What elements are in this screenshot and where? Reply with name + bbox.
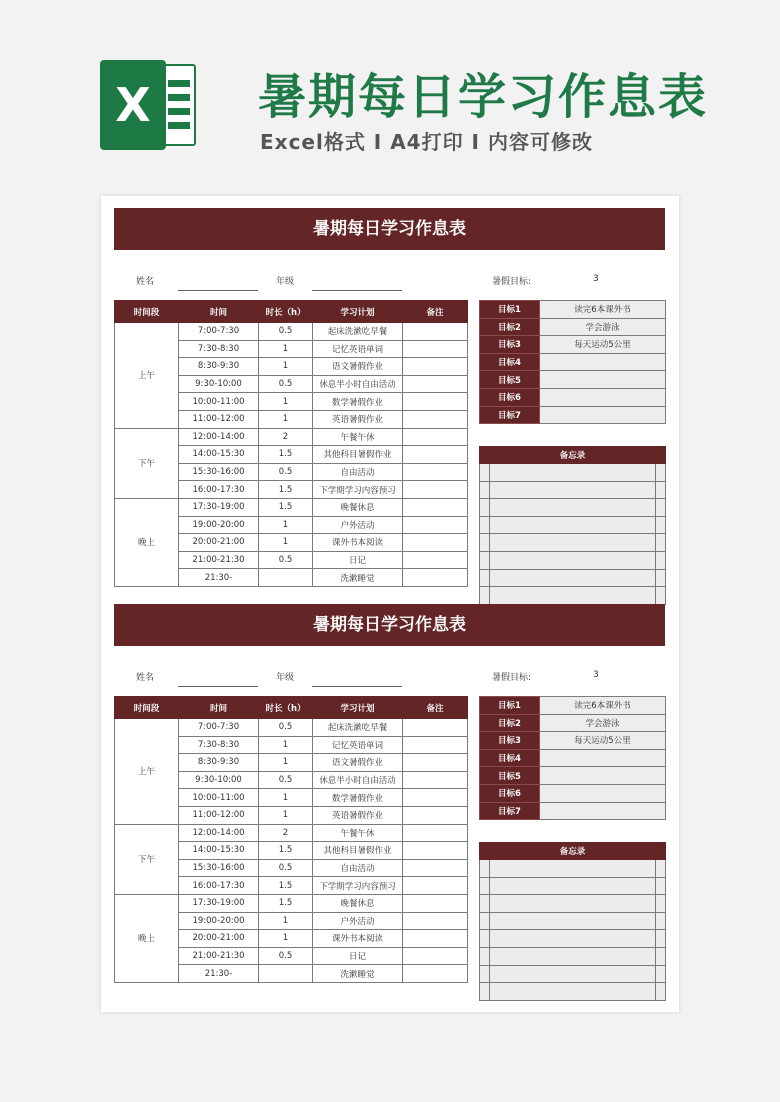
goal-value-cell[interactable]: 学会游泳 bbox=[540, 714, 666, 732]
memo-cell[interactable] bbox=[656, 481, 666, 499]
goal-label: 暑假目标: bbox=[492, 277, 532, 287]
banner-subtitle: Excel格式 I A4打印 I 内容可修改 bbox=[260, 130, 593, 154]
goal-label-cell: 目标7 bbox=[480, 802, 540, 820]
memo-cell[interactable] bbox=[656, 499, 666, 517]
goal-row bbox=[480, 749, 666, 767]
memo-row bbox=[480, 534, 666, 552]
time-cell[interactable]: 10:00-11:00 bbox=[179, 789, 259, 807]
plan-cell[interactable]: 晚餐休息 bbox=[313, 498, 403, 516]
note-cell[interactable] bbox=[403, 930, 468, 948]
memo-cell[interactable] bbox=[480, 983, 490, 1001]
note-cell[interactable] bbox=[403, 789, 468, 807]
col-header: 时长（h） bbox=[259, 697, 313, 719]
memo-cell[interactable] bbox=[480, 860, 490, 878]
plan-cell[interactable]: 英语暑假作业 bbox=[313, 410, 403, 428]
time-cell[interactable]: 17:30-19:00 bbox=[179, 498, 259, 516]
note-cell[interactable] bbox=[403, 393, 468, 411]
duration-cell[interactable]: 1 bbox=[259, 754, 313, 772]
memo-cell[interactable] bbox=[656, 877, 666, 895]
note-cell[interactable] bbox=[403, 736, 468, 754]
time-cell[interactable]: 15:30-16:00 bbox=[179, 463, 259, 481]
schedule-table bbox=[114, 300, 468, 587]
plan-cell[interactable]: 自由活动 bbox=[313, 859, 403, 877]
note-cell[interactable] bbox=[403, 375, 468, 393]
time-cell[interactable]: 21:30- bbox=[179, 569, 259, 587]
plan-cell[interactable]: 其他科目暑假作业 bbox=[313, 842, 403, 860]
note-cell[interactable] bbox=[403, 965, 468, 983]
plan-cell[interactable]: 课外书本阅读 bbox=[313, 534, 403, 552]
memo-row bbox=[480, 877, 666, 895]
goal-label: 暑假目标: bbox=[492, 673, 532, 683]
note-cell[interactable] bbox=[403, 912, 468, 930]
name-label: 姓名 bbox=[136, 673, 155, 683]
time-cell[interactable]: 19:00-20:00 bbox=[179, 912, 259, 930]
memo-cell[interactable] bbox=[490, 464, 656, 482]
goal-label-cell: 目标4 bbox=[480, 353, 540, 371]
duration-cell[interactable] bbox=[259, 569, 313, 587]
memo-row bbox=[480, 551, 666, 569]
duration-cell[interactable]: 1.5 bbox=[259, 877, 313, 895]
plan-cell[interactable]: 数学暑假作业 bbox=[313, 789, 403, 807]
time-cell[interactable]: 11:00-12:00 bbox=[179, 410, 259, 428]
excel-logo-icon: X bbox=[100, 60, 198, 150]
name-label: 姓名 bbox=[136, 277, 155, 287]
memo-cell[interactable] bbox=[480, 877, 490, 895]
goal-value-cell[interactable] bbox=[540, 749, 666, 767]
plan-cell[interactable]: 洗漱睡觉 bbox=[313, 965, 403, 983]
plan-cell[interactable]: 下学期学习内容预习 bbox=[313, 877, 403, 895]
table-row bbox=[115, 894, 468, 912]
memo-cell[interactable] bbox=[480, 569, 490, 587]
duration-cell[interactable]: 2 bbox=[259, 824, 313, 842]
goal-label-cell: 目标1 bbox=[480, 301, 540, 319]
memo-cell[interactable] bbox=[656, 983, 666, 1001]
time-cell[interactable]: 8:30-9:30 bbox=[179, 358, 259, 376]
col-header: 时间段 bbox=[115, 301, 179, 323]
time-cell[interactable]: 20:00-21:00 bbox=[179, 534, 259, 552]
memo-cell[interactable] bbox=[490, 930, 656, 948]
time-cell[interactable]: 19:00-20:00 bbox=[179, 516, 259, 534]
col-header: 备注 bbox=[403, 301, 468, 323]
time-cell[interactable]: 7:30-8:30 bbox=[179, 736, 259, 754]
memo-row bbox=[480, 895, 666, 913]
goal-value-cell[interactable]: 每天运动5公里 bbox=[540, 732, 666, 750]
memo-table bbox=[479, 842, 666, 1001]
duration-cell[interactable]: 1.5 bbox=[259, 446, 313, 464]
plan-cell[interactable]: 休息半小时自由活动 bbox=[313, 375, 403, 393]
table-row bbox=[115, 498, 468, 516]
memo-cell[interactable] bbox=[490, 499, 656, 517]
banner bbox=[0, 0, 780, 195]
goal-row bbox=[480, 301, 666, 319]
memo-cell[interactable] bbox=[656, 569, 666, 587]
plan-cell[interactable]: 语文暑假作业 bbox=[313, 358, 403, 376]
duration-cell[interactable]: 1 bbox=[259, 912, 313, 930]
memo-row bbox=[480, 569, 666, 587]
memo-cell[interactable] bbox=[480, 912, 490, 930]
goal-row bbox=[480, 802, 666, 820]
table-row bbox=[115, 323, 468, 341]
grade-field[interactable] bbox=[312, 290, 402, 291]
plan-cell[interactable]: 午餐午休 bbox=[313, 824, 403, 842]
duration-cell[interactable]: 1.5 bbox=[259, 498, 313, 516]
schedule-form bbox=[114, 208, 665, 598]
goals-table bbox=[479, 300, 666, 424]
goal-label-cell: 目标5 bbox=[480, 371, 540, 389]
memo-cell[interactable] bbox=[656, 912, 666, 930]
memo-row bbox=[480, 464, 666, 482]
sheet-page bbox=[101, 196, 679, 1012]
duration-cell[interactable]: 1.5 bbox=[259, 842, 313, 860]
duration-cell[interactable]: 1 bbox=[259, 806, 313, 824]
goal-label-cell: 目标2 bbox=[480, 714, 540, 732]
memo-cell[interactable] bbox=[490, 965, 656, 983]
duration-cell[interactable]: 1 bbox=[259, 516, 313, 534]
duration-cell[interactable] bbox=[259, 965, 313, 983]
memo-cell[interactable] bbox=[656, 587, 666, 605]
time-cell[interactable]: 17:30-19:00 bbox=[179, 894, 259, 912]
goal-count[interactable]: 3 bbox=[593, 670, 599, 680]
duration-cell[interactable]: 1 bbox=[259, 736, 313, 754]
duration-cell[interactable]: 0.5 bbox=[259, 719, 313, 737]
goal-value-cell[interactable]: 读完6本课外书 bbox=[540, 301, 666, 319]
goal-label-cell: 目标3 bbox=[480, 336, 540, 354]
goal-row bbox=[480, 784, 666, 802]
duration-cell[interactable]: 2 bbox=[259, 428, 313, 446]
col-header: 时长（h） bbox=[259, 301, 313, 323]
goal-count[interactable]: 3 bbox=[593, 274, 599, 284]
time-cell[interactable]: 8:30-9:30 bbox=[179, 754, 259, 772]
goal-row bbox=[480, 388, 666, 406]
table-row bbox=[115, 824, 468, 842]
memo-title: 备忘录 bbox=[480, 843, 666, 860]
time-cell[interactable]: 9:30-10:00 bbox=[179, 771, 259, 789]
note-cell[interactable] bbox=[403, 859, 468, 877]
memo-cell[interactable] bbox=[490, 947, 656, 965]
duration-cell[interactable]: 0.5 bbox=[259, 859, 313, 877]
plan-cell[interactable]: 日记 bbox=[313, 551, 403, 569]
memo-cell[interactable] bbox=[656, 860, 666, 878]
plan-cell[interactable]: 下学期学习内容预习 bbox=[313, 481, 403, 499]
duration-cell[interactable]: 1.5 bbox=[259, 894, 313, 912]
goal-label-cell: 目标2 bbox=[480, 318, 540, 336]
goal-label-cell: 目标3 bbox=[480, 732, 540, 750]
note-cell[interactable] bbox=[403, 824, 468, 842]
note-cell[interactable] bbox=[403, 947, 468, 965]
col-header: 学习计划 bbox=[313, 697, 403, 719]
memo-cell[interactable] bbox=[490, 983, 656, 1001]
memo-row bbox=[480, 587, 666, 605]
note-cell[interactable] bbox=[403, 358, 468, 376]
goal-label-cell: 目标5 bbox=[480, 767, 540, 785]
memo-cell[interactable] bbox=[480, 965, 490, 983]
time-cell[interactable]: 9:30-10:00 bbox=[179, 375, 259, 393]
duration-cell[interactable]: 1.5 bbox=[259, 481, 313, 499]
plan-cell[interactable]: 户外活动 bbox=[313, 516, 403, 534]
note-cell[interactable] bbox=[403, 754, 468, 772]
time-cell[interactable]: 21:00-21:30 bbox=[179, 947, 259, 965]
note-cell[interactable] bbox=[403, 842, 468, 860]
plan-cell[interactable]: 日记 bbox=[313, 947, 403, 965]
memo-cell[interactable] bbox=[480, 481, 490, 499]
goal-row bbox=[480, 371, 666, 389]
memo-cell[interactable] bbox=[490, 587, 656, 605]
note-cell[interactable] bbox=[403, 428, 468, 446]
grade-field[interactable] bbox=[312, 686, 402, 687]
goal-row bbox=[480, 714, 666, 732]
time-cell[interactable]: 15:30-16:00 bbox=[179, 859, 259, 877]
memo-cell[interactable] bbox=[480, 947, 490, 965]
goal-row bbox=[480, 767, 666, 785]
duration-cell[interactable]: 1 bbox=[259, 358, 313, 376]
grade-label: 年级 bbox=[276, 277, 295, 287]
time-cell[interactable]: 21:00-21:30 bbox=[179, 551, 259, 569]
duration-cell[interactable]: 1 bbox=[259, 410, 313, 428]
note-cell[interactable] bbox=[403, 877, 468, 895]
memo-cell[interactable] bbox=[480, 534, 490, 552]
memo-cell[interactable] bbox=[490, 534, 656, 552]
memo-cell[interactable] bbox=[656, 516, 666, 534]
duration-cell[interactable]: 0.5 bbox=[259, 771, 313, 789]
time-cell[interactable]: 16:00-17:30 bbox=[179, 877, 259, 895]
period-cell[interactable]: 下午 bbox=[115, 428, 179, 498]
goal-value-cell[interactable]: 学会游泳 bbox=[540, 318, 666, 336]
form-title: 暑期每日学习作息表 bbox=[114, 604, 665, 646]
goal-label-cell: 目标7 bbox=[480, 406, 540, 424]
goal-row bbox=[480, 336, 666, 354]
time-cell[interactable]: 12:00-14:00 bbox=[179, 428, 259, 446]
memo-title: 备忘录 bbox=[480, 447, 666, 464]
goal-label-cell: 目标1 bbox=[480, 697, 540, 715]
memo-cell[interactable] bbox=[656, 965, 666, 983]
plan-cell[interactable]: 自由活动 bbox=[313, 463, 403, 481]
period-cell[interactable]: 晚上 bbox=[115, 894, 179, 982]
duration-cell[interactable]: 0.5 bbox=[259, 323, 313, 341]
goal-value-cell[interactable]: 每天运动5公里 bbox=[540, 336, 666, 354]
goal-row bbox=[480, 406, 666, 424]
memo-cell[interactable] bbox=[480, 516, 490, 534]
note-cell[interactable] bbox=[403, 806, 468, 824]
goal-label-cell: 目标6 bbox=[480, 388, 540, 406]
memo-cell[interactable] bbox=[490, 481, 656, 499]
note-cell[interactable] bbox=[403, 569, 468, 587]
memo-cell[interactable] bbox=[490, 877, 656, 895]
goal-value-cell[interactable] bbox=[540, 353, 666, 371]
memo-cell[interactable] bbox=[656, 947, 666, 965]
plan-cell[interactable]: 语文暑假作业 bbox=[313, 754, 403, 772]
note-cell[interactable] bbox=[403, 463, 468, 481]
plan-cell[interactable]: 休息半小时自由活动 bbox=[313, 771, 403, 789]
memo-cell[interactable] bbox=[656, 930, 666, 948]
col-header: 学习计划 bbox=[313, 301, 403, 323]
goal-row bbox=[480, 318, 666, 336]
time-cell[interactable]: 12:00-14:00 bbox=[179, 824, 259, 842]
note-cell[interactable] bbox=[403, 446, 468, 464]
memo-row bbox=[480, 499, 666, 517]
goal-row bbox=[480, 353, 666, 371]
memo-row bbox=[480, 516, 666, 534]
goal-value-cell[interactable] bbox=[540, 784, 666, 802]
duration-cell[interactable]: 0.5 bbox=[259, 551, 313, 569]
memo-cell[interactable] bbox=[490, 860, 656, 878]
memo-cell[interactable] bbox=[490, 516, 656, 534]
duration-cell[interactable]: 1 bbox=[259, 393, 313, 411]
note-cell[interactable] bbox=[403, 340, 468, 358]
note-cell[interactable] bbox=[403, 551, 468, 569]
time-cell[interactable]: 10:00-11:00 bbox=[179, 393, 259, 411]
duration-cell[interactable]: 1 bbox=[259, 340, 313, 358]
duration-cell[interactable]: 0.5 bbox=[259, 375, 313, 393]
table-row bbox=[115, 428, 468, 446]
note-cell[interactable] bbox=[403, 719, 468, 737]
plan-cell[interactable]: 起床洗漱吃早餐 bbox=[313, 323, 403, 341]
plan-cell[interactable]: 记忆英语单词 bbox=[313, 340, 403, 358]
note-cell[interactable] bbox=[403, 771, 468, 789]
time-cell[interactable]: 14:00-15:30 bbox=[179, 446, 259, 464]
goal-value-cell[interactable] bbox=[540, 767, 666, 785]
col-header: 时间 bbox=[179, 301, 259, 323]
time-cell[interactable]: 21:30- bbox=[179, 965, 259, 983]
plan-cell[interactable]: 记忆英语单词 bbox=[313, 736, 403, 754]
memo-row bbox=[480, 965, 666, 983]
goal-value-cell[interactable] bbox=[540, 406, 666, 424]
plan-cell[interactable]: 洗漱睡觉 bbox=[313, 569, 403, 587]
table-row bbox=[115, 719, 468, 737]
memo-table bbox=[479, 446, 666, 605]
note-cell[interactable] bbox=[403, 534, 468, 552]
note-cell[interactable] bbox=[403, 410, 468, 428]
note-cell[interactable] bbox=[403, 516, 468, 534]
goal-value-cell[interactable]: 读完6本课外书 bbox=[540, 697, 666, 715]
memo-cell[interactable] bbox=[480, 587, 490, 605]
goals-table bbox=[479, 696, 666, 820]
time-cell[interactable]: 11:00-12:00 bbox=[179, 806, 259, 824]
goal-row bbox=[480, 732, 666, 750]
plan-cell[interactable]: 午餐午休 bbox=[313, 428, 403, 446]
memo-cell[interactable] bbox=[480, 499, 490, 517]
memo-row bbox=[480, 912, 666, 930]
memo-cell[interactable] bbox=[656, 551, 666, 569]
name-field[interactable] bbox=[178, 686, 258, 687]
duration-cell[interactable]: 1 bbox=[259, 534, 313, 552]
col-header: 时间段 bbox=[115, 697, 179, 719]
memo-row bbox=[480, 947, 666, 965]
name-field[interactable] bbox=[178, 290, 258, 291]
duration-cell[interactable]: 1 bbox=[259, 789, 313, 807]
goal-value-cell[interactable] bbox=[540, 802, 666, 820]
memo-cell[interactable] bbox=[490, 912, 656, 930]
time-cell[interactable]: 7:30-8:30 bbox=[179, 340, 259, 358]
plan-cell[interactable]: 户外活动 bbox=[313, 912, 403, 930]
time-cell[interactable]: 7:00-7:30 bbox=[179, 719, 259, 737]
goal-label-cell: 目标4 bbox=[480, 749, 540, 767]
note-cell[interactable] bbox=[403, 894, 468, 912]
memo-cell[interactable] bbox=[480, 551, 490, 569]
goal-value-cell[interactable] bbox=[540, 371, 666, 389]
duration-cell[interactable]: 1 bbox=[259, 930, 313, 948]
memo-cell[interactable] bbox=[656, 895, 666, 913]
memo-cell[interactable] bbox=[656, 464, 666, 482]
memo-cell[interactable] bbox=[480, 930, 490, 948]
banner-title: 暑期每日学习作息表 bbox=[258, 69, 709, 125]
duration-cell[interactable]: 0.5 bbox=[259, 463, 313, 481]
memo-cell[interactable] bbox=[480, 464, 490, 482]
duration-cell[interactable]: 0.5 bbox=[259, 947, 313, 965]
memo-row bbox=[480, 860, 666, 878]
memo-cell[interactable] bbox=[490, 551, 656, 569]
memo-cell[interactable] bbox=[480, 895, 490, 913]
note-cell[interactable] bbox=[403, 481, 468, 499]
schedule-table bbox=[114, 696, 468, 983]
memo-row bbox=[480, 983, 666, 1001]
period-cell[interactable]: 下午 bbox=[115, 824, 179, 894]
goal-row bbox=[480, 697, 666, 715]
memo-row bbox=[480, 481, 666, 499]
memo-cell[interactable] bbox=[490, 895, 656, 913]
period-cell[interactable]: 晚上 bbox=[115, 498, 179, 586]
plan-cell[interactable]: 其他科目暑假作业 bbox=[313, 446, 403, 464]
time-cell[interactable]: 7:00-7:30 bbox=[179, 323, 259, 341]
time-cell[interactable]: 16:00-17:30 bbox=[179, 481, 259, 499]
schedule-form bbox=[114, 604, 665, 994]
plan-cell[interactable]: 起床洗漱吃早餐 bbox=[313, 719, 403, 737]
goal-label-cell: 目标6 bbox=[480, 784, 540, 802]
plan-cell[interactable]: 数学暑假作业 bbox=[313, 393, 403, 411]
memo-cell[interactable] bbox=[490, 569, 656, 587]
form-title: 暑期每日学习作息表 bbox=[114, 208, 665, 250]
note-cell[interactable] bbox=[403, 323, 468, 341]
period-cell[interactable]: 上午 bbox=[115, 719, 179, 825]
plan-cell[interactable]: 课外书本阅读 bbox=[313, 930, 403, 948]
col-header: 备注 bbox=[403, 697, 468, 719]
grade-label: 年级 bbox=[276, 673, 295, 683]
goal-value-cell[interactable] bbox=[540, 388, 666, 406]
plan-cell[interactable]: 英语暑假作业 bbox=[313, 806, 403, 824]
time-cell[interactable]: 14:00-15:30 bbox=[179, 842, 259, 860]
time-cell[interactable]: 20:00-21:00 bbox=[179, 930, 259, 948]
period-cell[interactable]: 上午 bbox=[115, 323, 179, 429]
plan-cell[interactable]: 晚餐休息 bbox=[313, 894, 403, 912]
memo-cell[interactable] bbox=[656, 534, 666, 552]
note-cell[interactable] bbox=[403, 498, 468, 516]
col-header: 时间 bbox=[179, 697, 259, 719]
memo-row bbox=[480, 930, 666, 948]
